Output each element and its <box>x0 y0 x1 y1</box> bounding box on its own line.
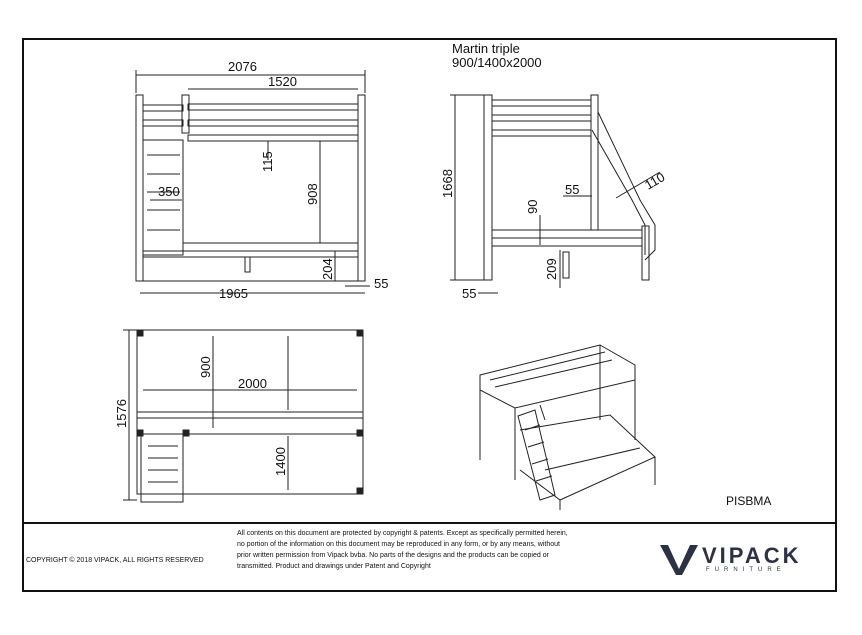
dim-front-upper-width: 1520 <box>268 74 297 89</box>
product-code: PISBMA <box>726 494 772 508</box>
top-view <box>123 330 363 502</box>
dim-side-bottom: 209 <box>544 258 559 280</box>
legal-notice <box>237 528 607 572</box>
dim-front-total-width: 2076 <box>228 59 257 74</box>
copyright-notice: COPYRIGHT © 2018 VIPACK, ALL RIGHTS RESERVED <box>26 557 204 564</box>
dim-front-bottom-clearance: 204 <box>320 258 335 280</box>
dim-side-height: 1668 <box>440 169 455 198</box>
dim-front-height-inner: 908 <box>305 183 320 205</box>
vipack-logo <box>658 541 818 577</box>
dimension-labels <box>114 59 667 476</box>
brand-tagline: FURNITURE <box>706 567 786 573</box>
title-model: Martin triple <box>452 41 520 56</box>
dim-top-length: 2000 <box>238 376 267 391</box>
dim-side-guard: 90 <box>525 199 540 214</box>
top-lower-bed <box>137 434 363 494</box>
top-ladder <box>141 434 183 502</box>
dim-side-leg: 55 <box>462 286 477 301</box>
iso-ladder <box>518 410 555 500</box>
isometric-view <box>480 345 655 510</box>
dim-top-upper-width: 900 <box>198 356 213 378</box>
legal-line: prior written permission from Vipack bvba. No parts of the designs and the products can be copied or <box>237 552 549 559</box>
dim-front-ladder-width: 350 <box>158 184 180 199</box>
dim-front-base-width: 1965 <box>219 286 248 301</box>
brand-name: VIPACK <box>702 543 802 568</box>
dim-side-rail: 55 <box>565 182 580 197</box>
legal-line: All contents on this document are protected by copyright & patents. Except as specifically permitted herein, <box>237 530 568 537</box>
dim-top-depth: 1576 <box>114 399 129 428</box>
dim-front-leg: 55 <box>374 276 389 291</box>
dim-front-gap: 115 <box>260 151 275 172</box>
front-right-post <box>358 95 365 281</box>
dim-side-ladder-angle: 110 <box>642 169 668 193</box>
legal-line: transmitted. Product and drawings under Patent and Copyright <box>237 563 431 570</box>
front-left-post <box>136 95 143 281</box>
side-back-post <box>484 95 492 280</box>
vipack-v-icon <box>658 541 700 577</box>
dim-top-lower-width: 1400 <box>273 447 288 476</box>
title-sizes: 900/1400x2000 <box>452 55 542 70</box>
legal-line: no portion of the information on this document may be reproduced in any form, or by any means, without <box>237 541 560 548</box>
